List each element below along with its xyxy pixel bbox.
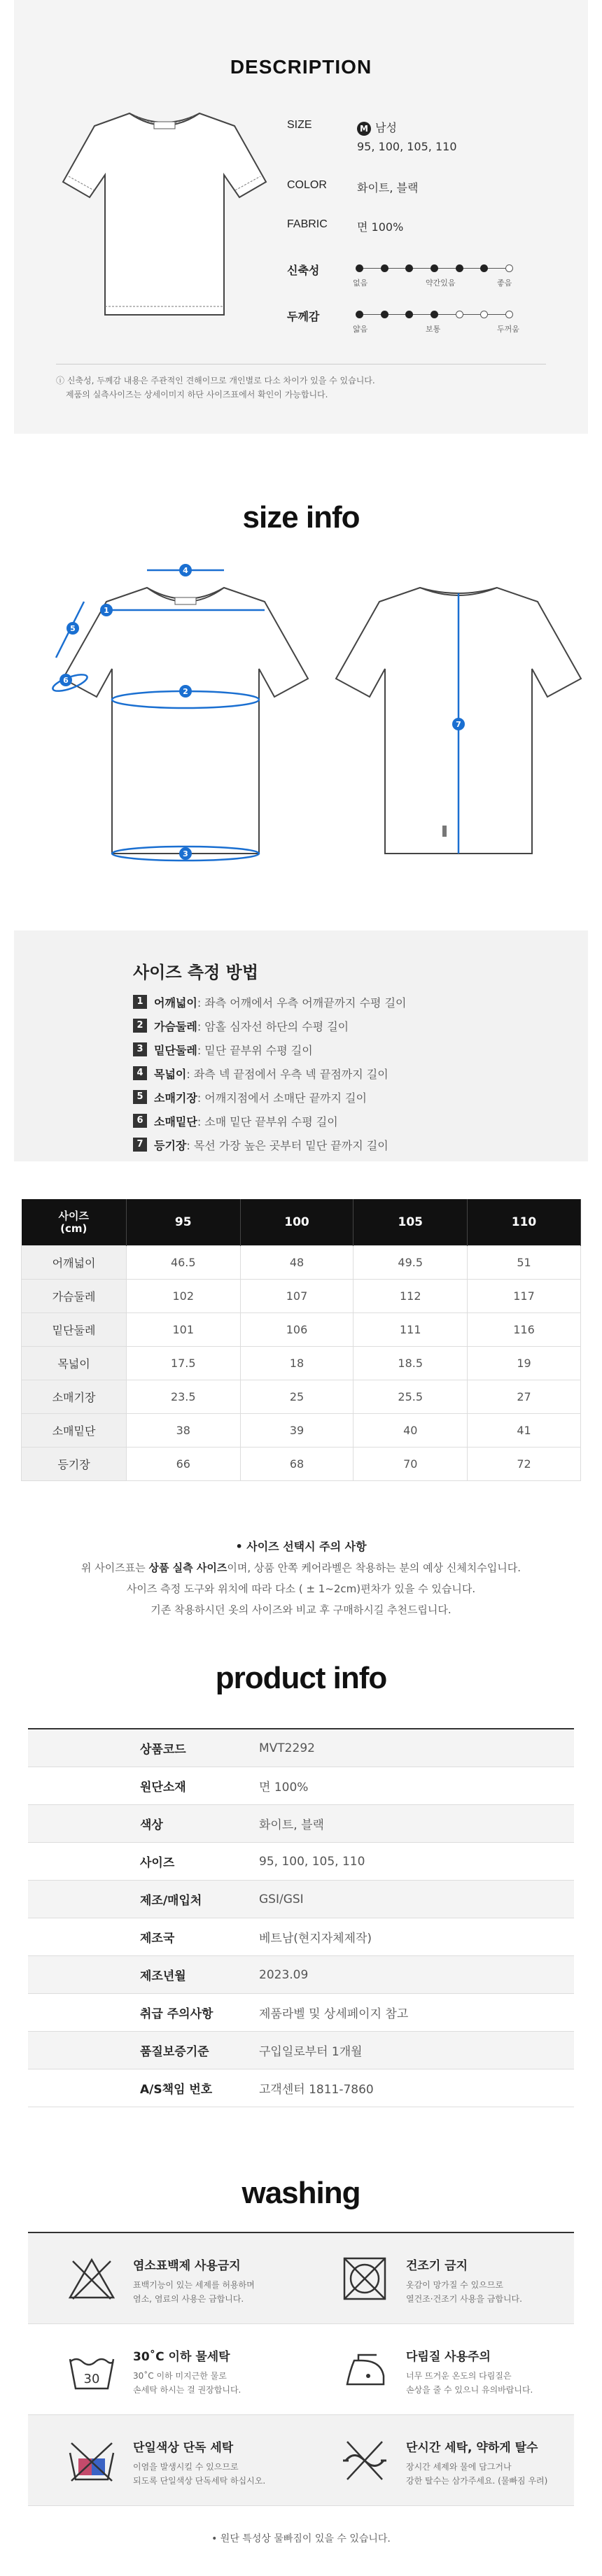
measure-number: 6: [133, 1114, 147, 1128]
size-table-cell: 102: [127, 1279, 241, 1312]
scale-dot: [505, 311, 513, 318]
size-table-cell: 111: [354, 1312, 468, 1346]
size-table-cell: 19: [468, 1346, 581, 1380]
scale-dot: [356, 264, 363, 272]
description-note: ⓘ 신축성, 두께감 내용은 주관적인 견해이므로 개인별로 다소 차이가 있을 수 있습니다. 제품의 실측사이즈는 상세이미지 하단 사이즈표에서 확인이 가능합니다.: [56, 376, 375, 399]
size-select-note: • 사이즈 선택시 주의 사항 위 사이즈표는 상품 실측 사이즈이며, 상품 안쪽 케어라벨은 착용하는 분의 예상 신체치수입니다. 사이즈 측정 도구와 위치에 따라 다소 ( ± 1~2cm)편차가 있을 수 있습니다. 기존 착용하시던 옷의 사이즈와 비교 후 구매하시길 추천드립니다.: [0, 1536, 602, 1620]
no-tumble-dry-icon: [340, 2254, 389, 2303]
measure-item: [133, 990, 553, 1014]
size-measure-diagram: [42, 560, 588, 882]
measure-marker-label: 7: [456, 720, 461, 729]
product-info-value: 베트남(현지자체제작): [259, 1932, 372, 1946]
separate-wash-icon: [67, 2436, 116, 2485]
size-table-cell: 49.5: [354, 1245, 468, 1279]
washing-item-desc: 옷감이 망가질 수 있으므로 열건조·건조기 사용을 금합니다.: [406, 2280, 522, 2304]
size-table-header: 110: [468, 1199, 581, 1245]
measure-desc: : 목선 가장 높은 곳부터 밑단 끝까지 길이: [186, 1138, 388, 1152]
product-info-row: [28, 1881, 574, 1918]
size-table: [21, 1199, 581, 1481]
spec-thickness-label: 두께감: [287, 311, 320, 323]
spec-size-gender: 남성: [375, 121, 397, 134]
size-table-cell: 23.5: [127, 1380, 241, 1413]
size-table-header: 95: [127, 1199, 241, 1245]
measure-name: 목넓이: [154, 1067, 187, 1081]
size-table-cell: 66: [127, 1447, 241, 1480]
spec-fabric-label: FABRIC: [287, 218, 328, 230]
washing-item: [28, 2233, 301, 2324]
size-table-row-name: 등기장: [22, 1447, 127, 1480]
size-table-cell: 46.5: [127, 1245, 241, 1279]
measure-name: 소매기장: [154, 1091, 197, 1105]
scale-dot: [456, 264, 463, 272]
size-table-row-name: 어깨넓이: [22, 1245, 127, 1279]
product-info-row: [28, 1729, 574, 1767]
scale-dot: [381, 311, 388, 318]
product-info-key: 품질보증기준: [140, 2045, 209, 2059]
size-table-row: [22, 1346, 581, 1380]
wash-30-icon: [67, 2345, 116, 2394]
size-table-cell: 117: [468, 1279, 581, 1312]
measure-number: 3: [133, 1042, 147, 1056]
product-info-key: 취급 주의사항: [140, 2007, 214, 2021]
spec-color-label: COLOR: [287, 179, 327, 191]
size-table-header: 100: [240, 1199, 354, 1245]
size-table-cell: 116: [468, 1312, 581, 1346]
washing-item: [301, 2233, 574, 2324]
product-info-row: [28, 2069, 574, 2107]
no-wring-icon: [340, 2436, 389, 2485]
size-table-cell: 107: [240, 1279, 354, 1312]
size-table-row-name: 가슴둘레: [22, 1279, 127, 1312]
description-divider: [56, 364, 546, 365]
size-table-header-row: [22, 1199, 581, 1245]
size-table-cell: 68: [240, 1447, 354, 1480]
spec-stretch-label: 신축성: [287, 265, 320, 277]
measure-desc: : 좌측 넥 끝점에서 우측 넥 끝점까지 길이: [186, 1067, 388, 1081]
size-table-cell: 25: [240, 1380, 354, 1413]
measure-marker-label: 2: [183, 687, 188, 696]
size-table-cell: 40: [354, 1413, 468, 1447]
product-info-value: 구입일로부터 1개월: [259, 2045, 363, 2059]
washing-item-name: 염소표백제 사용금지: [133, 2259, 241, 2273]
measure-desc: : 암홀 심자선 하단의 수평 길이: [197, 1019, 349, 1033]
measure-number: 1: [133, 995, 147, 1009]
size-table-cell: 18: [240, 1346, 354, 1380]
measure-desc: : 어깨지점에서 소매단 끝까지 길이: [197, 1091, 367, 1105]
scale-label: 약간있음: [426, 278, 456, 288]
measure-name: 어깨넓이: [154, 996, 197, 1010]
size-table-cell: 51: [468, 1245, 581, 1279]
washing-item-name: 건조기 금지: [406, 2259, 468, 2273]
measure-marker-label: 3: [183, 849, 188, 858]
size-table-cell: 101: [127, 1312, 241, 1346]
product-info-key: 제조년월: [140, 1969, 186, 1983]
measure-name: 소매밑단: [154, 1114, 197, 1128]
measure-number: 7: [133, 1138, 147, 1152]
measure-number: 4: [133, 1066, 147, 1080]
product-info-value: 고객센터 1811-7860: [259, 2083, 374, 2097]
product-info-row: [28, 1956, 574, 1994]
scale-dot: [430, 264, 438, 272]
measure-item: [133, 1085, 553, 1109]
scale-dot: [356, 311, 363, 318]
iron-caution-icon: [340, 2345, 389, 2394]
product-info-row: [28, 2032, 574, 2069]
size-table-row: [22, 1413, 581, 1447]
measure-method-list: [133, 990, 553, 1156]
washing-item-desc: 너무 뜨거운 온도의 다림질은 손상을 줄 수 있으니 유의바랍니다.: [406, 2371, 533, 2395]
size-table-cell: 25.5: [354, 1380, 468, 1413]
product-info-key: 제조/매입처: [140, 1894, 202, 1908]
washing-item-name: 30˚C 이하 물세탁: [133, 2350, 230, 2364]
product-info-value: GSI/GSI: [259, 1892, 304, 1906]
measure-desc: : 소매 밑단 끝부위 수평 길이: [197, 1114, 338, 1128]
spec-fabric-value: 면 100%: [357, 220, 404, 234]
washing-item-name: 단시간 세탁, 약하게 탈수: [406, 2441, 538, 2455]
size-table-row-name: 소매밑단: [22, 1413, 127, 1447]
washing-item-name: 단일색상 단독 세탁: [133, 2441, 234, 2455]
washing-item: [28, 2415, 301, 2506]
product-info-key: 사이즈: [140, 1856, 175, 1870]
measure-number: 2: [133, 1019, 147, 1033]
measure-item: [133, 1109, 553, 1133]
washing-grid: [28, 2232, 574, 2506]
measure-item: [133, 1133, 553, 1156]
size-table-cell: 72: [468, 1447, 581, 1480]
no-bleach-icon: [67, 2254, 116, 2303]
washing-title: washing: [241, 2176, 360, 2210]
measure-name: 가슴둘레: [154, 1019, 197, 1033]
spec-size-label: SIZE: [287, 119, 312, 131]
scale-label: 보통: [426, 325, 441, 334]
gender-badge: M: [357, 122, 371, 136]
svg-text:30: 30: [83, 2372, 100, 2386]
scale-dot: [430, 311, 438, 318]
product-info-row: [28, 1767, 574, 1805]
product-info-key: 원단소재: [140, 1781, 186, 1795]
product-info-value: 95, 100, 105, 110: [259, 1854, 365, 1869]
product-info-key: 상품코드: [140, 1743, 186, 1757]
scale-dot: [505, 264, 513, 272]
product-info-value: 제품라벨 및 상세페이지 참고: [259, 2007, 409, 2021]
product-info-value: 화이트, 블랙: [259, 1818, 324, 1832]
size-table-row: [22, 1312, 581, 1346]
washing-item-desc: 장시간 세제와 물에 담그거나 강한 탈수는 삼가주세요. (물빠짐 우려): [406, 2462, 548, 2486]
measure-item: [133, 1014, 553, 1038]
measure-name: 밑단둘레: [154, 1043, 197, 1057]
washing-item-name: 다림질 사용주의: [406, 2350, 491, 2364]
spec-size-values-text: 95, 100, 105, 110: [357, 140, 457, 153]
size-table-cell: 39: [240, 1413, 354, 1447]
description-section: [14, 0, 588, 434]
size-table-row: [22, 1245, 581, 1279]
scale-label: 두꺼움: [497, 325, 519, 334]
measure-item: [133, 1038, 553, 1061]
size-table-cell: 17.5: [127, 1346, 241, 1380]
size-table-cell: 106: [240, 1312, 354, 1346]
size-table-header: 105: [354, 1199, 468, 1245]
size-table-row: [22, 1447, 581, 1480]
size-table-row-name: 목넓이: [22, 1346, 127, 1380]
scale-dot: [480, 264, 488, 272]
product-info-key: 색상: [140, 1818, 163, 1832]
size-note-title: • 사이즈 선택시 주의 사항: [235, 1540, 367, 1553]
size-table-row: [22, 1279, 581, 1312]
description-title: DESCRIPTION: [230, 56, 372, 78]
measure-marker-label: 1: [104, 606, 109, 615]
product-info-row: [28, 1843, 574, 1881]
scale-dot: [480, 311, 488, 318]
product-info-key: A/S책임 번호: [140, 2083, 213, 2097]
product-info-row: [28, 1918, 574, 1956]
scale-label: 얇음: [353, 325, 368, 334]
size-table-cell: 27: [468, 1380, 581, 1413]
product-info-title: product info: [215, 1661, 387, 1695]
size-table-cell: 112: [354, 1279, 468, 1312]
scale-dot: [381, 264, 388, 272]
product-info-table: [28, 1728, 574, 2107]
scale-dot: [405, 264, 413, 272]
measure-method-section: [14, 930, 588, 1161]
product-info-value: MVT2292: [259, 1741, 315, 1755]
product-info-row: [28, 1805, 574, 1843]
size-table-row-name: 소매기장: [22, 1380, 127, 1413]
washing-item: [301, 2415, 574, 2506]
washing-item: [301, 2324, 574, 2415]
scale-label: 없음: [353, 278, 368, 288]
measure-name: 등기장: [154, 1138, 187, 1152]
product-info-value: 2023.09: [259, 1967, 309, 1982]
measure-desc: : 좌측 어깨에서 우측 어깨끝까지 수평 길이: [197, 996, 407, 1010]
tshirt-front-illustration: [56, 98, 273, 329]
measure-item: [133, 1061, 553, 1085]
product-info-row: [28, 1994, 574, 2032]
spec-color-value: 화이트, 블랙: [357, 181, 419, 194]
scale-dot: [456, 311, 463, 318]
size-table-cell: 48: [240, 1245, 354, 1279]
measure-marker-label: 5: [70, 624, 76, 633]
size-table-row-name: 밑단둘레: [22, 1312, 127, 1346]
washing-note: • 원단 특성상 물빠짐이 있을 수 있습니다.: [211, 2533, 391, 2545]
size-table-row: [22, 1380, 581, 1413]
washing-item: [28, 2324, 301, 2415]
size-table-cell: 18.5: [354, 1346, 468, 1380]
measure-number: 5: [133, 1090, 147, 1104]
washing-item-desc: 30˚C 이하 미지근한 물로 손세탁 하시는 걸 권장합니다.: [133, 2371, 241, 2395]
measure-marker-label: 6: [63, 676, 69, 685]
size-table-cell: 70: [354, 1447, 468, 1480]
product-info-key: 제조국: [140, 1932, 175, 1946]
washing-item-desc: 이염을 발생시킬 수 있으므로 되도록 단일색상 단독세탁 하십시오.: [133, 2462, 266, 2486]
product-info-value: 면 100%: [259, 1781, 309, 1795]
size-info-title: size info: [242, 500, 360, 535]
size-table-corner: 사이즈 (cm): [22, 1199, 127, 1245]
size-table-cell: 38: [127, 1413, 241, 1447]
scale-dot: [405, 311, 413, 318]
measure-method-title: 사이즈 측정 방법: [133, 963, 258, 982]
measure-desc: : 밑단 끝부위 수평 길이: [197, 1043, 313, 1057]
scale-label: 좋음: [497, 278, 512, 288]
size-table-cell: 41: [468, 1413, 581, 1447]
washing-item-desc: 표백기능이 있는 세제를 허용하며 염소, 염료의 사용은 금합니다.: [133, 2280, 255, 2304]
measure-marker-label: 4: [183, 566, 188, 575]
